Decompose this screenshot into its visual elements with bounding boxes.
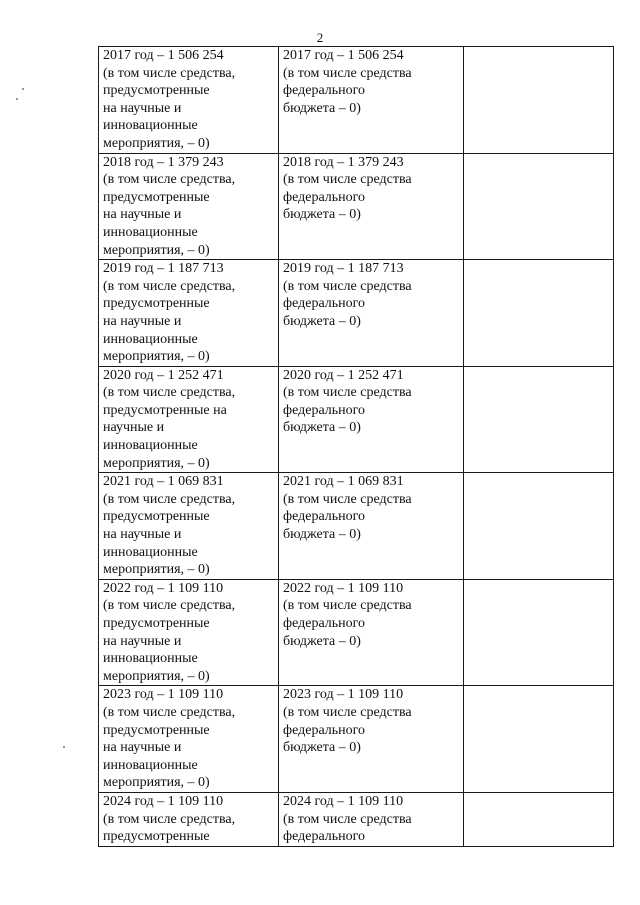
- total-funding-cell: 2022 год – 1 109 110 (в том числе средства, предусмотренные на научные и инновационные мероприятия, – 0): [99, 579, 279, 686]
- table-row: [99, 47, 614, 154]
- total-funding-cell: 2024 год – 1 109 110 (в том числе средства, предусмотренные: [99, 792, 279, 846]
- table-row: [99, 686, 614, 793]
- empty-cell: [464, 473, 614, 580]
- federal-funding-cell: 2017 год – 1 506 254 (в том числе средства федерального бюджета – 0): [279, 47, 464, 154]
- federal-funding-cell: 2023 год – 1 109 110 (в том числе средства федерального бюджета – 0): [279, 686, 464, 793]
- empty-cell: [464, 366, 614, 473]
- federal-funding-cell: 2018 год – 1 379 243 (в том числе средства федерального бюджета – 0): [279, 153, 464, 260]
- total-funding-cell: 2018 год – 1 379 243 (в том числе средства, предусмотренные на научные и инновационные мероприятия, – 0): [99, 153, 279, 260]
- budget-table: [98, 46, 614, 847]
- total-funding-cell: 2017 год – 1 506 254 (в том числе средства, предусмотренные на научные и инновационные мероприятия, – 0): [99, 47, 279, 154]
- federal-funding-cell: 2019 год – 1 187 713 (в том числе средства федерального бюджета – 0): [279, 260, 464, 367]
- total-funding-cell: 2021 год – 1 069 831 (в том числе средства, предусмотренные на научные и инновационные мероприятия, – 0): [99, 473, 279, 580]
- empty-cell: [464, 153, 614, 260]
- federal-funding-cell: 2022 год – 1 109 110 (в том числе средства федерального бюджета – 0): [279, 579, 464, 686]
- empty-cell: [464, 792, 614, 846]
- empty-cell: [464, 686, 614, 793]
- empty-cell: [464, 579, 614, 686]
- scan-speck: [16, 98, 18, 100]
- table-row: [99, 260, 614, 367]
- table-row: [99, 792, 614, 846]
- federal-funding-cell: 2021 год – 1 069 831 (в том числе средства федерального бюджета – 0): [279, 473, 464, 580]
- table-row: [99, 473, 614, 580]
- table-row: [99, 153, 614, 260]
- federal-funding-cell: 2024 год – 1 109 110 (в том числе средства федерального: [279, 792, 464, 846]
- federal-funding-cell: 2020 год – 1 252 471 (в том числе средства федерального бюджета – 0): [279, 366, 464, 473]
- scan-speck: [63, 746, 65, 748]
- empty-cell: [464, 47, 614, 154]
- table-row: [99, 579, 614, 686]
- page-number: 2: [316, 30, 324, 45]
- scan-speck: [22, 88, 24, 90]
- total-funding-cell: 2019 год – 1 187 713 (в том числе средства, предусмотренные на научные и инновационные мероприятия, – 0): [99, 260, 279, 367]
- table-row: [99, 366, 614, 473]
- total-funding-cell: 2023 год – 1 109 110 (в том числе средства, предусмотренные на научные и инновационные мероприятия, – 0): [99, 686, 279, 793]
- empty-cell: [464, 260, 614, 367]
- total-funding-cell: 2020 год – 1 252 471 (в том числе средства, предусмотренные на научные и инновационные мероприятия, – 0): [99, 366, 279, 473]
